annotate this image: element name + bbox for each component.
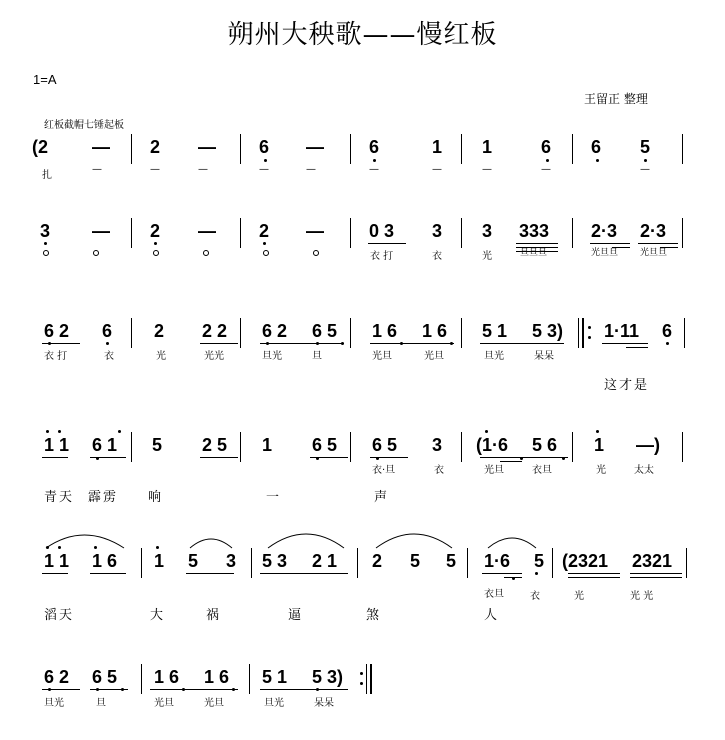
percussion-syllable: — — [259, 164, 269, 175]
note: 2 — [372, 551, 383, 571]
beam-line — [42, 573, 68, 574]
percussion-syllable: 光 — [596, 465, 606, 476]
note: 6 — [662, 321, 673, 341]
note: 2 — [259, 221, 270, 241]
percussion-syllable: 光旦 — [372, 351, 392, 362]
percussion-syllable: 旦 — [96, 698, 106, 709]
percussion-syllable: 光旦 — [204, 698, 224, 709]
percussion-syllable: 旦光 — [484, 351, 504, 362]
note: — — [198, 137, 216, 157]
lyric: 一 — [266, 490, 282, 505]
note: 6 — [102, 321, 113, 341]
note: 0 3 — [369, 221, 395, 241]
high-octave-dot — [46, 546, 49, 549]
note: 2 — [150, 137, 161, 157]
note: 1 — [154, 551, 165, 571]
lyric: 青天 — [44, 490, 75, 505]
note: 5 — [152, 435, 163, 455]
note: 3 — [40, 221, 51, 241]
note: 1 — [594, 435, 605, 455]
lyric: 煞 — [366, 608, 382, 623]
note: 2·3 — [640, 221, 667, 241]
percussion-syllable: 光 光 — [630, 591, 654, 602]
percussion-syllable: 光光 — [204, 351, 224, 362]
repeat-end-bar — [366, 664, 367, 694]
note: 6 1 — [92, 435, 118, 455]
low-octave-dot — [535, 572, 538, 575]
percussion-syllable: 光 — [156, 351, 166, 362]
lyric: 滔天 — [44, 608, 75, 623]
note: —) — [636, 435, 660, 455]
performance-direction: 红板截帽七锤起板 — [44, 120, 124, 131]
percussion-syllable: 呆呆 — [534, 351, 554, 362]
note: 2 — [150, 221, 161, 241]
page-title: 朔州大秧歌——慢红板 — [227, 20, 498, 50]
note: 333 — [519, 221, 550, 241]
beam-line — [260, 573, 348, 574]
percussion-syllable: — — [640, 164, 650, 175]
note: 3 — [482, 221, 493, 241]
note: 5 1 — [262, 667, 288, 687]
bar-line — [686, 548, 687, 578]
note: 2 5 — [202, 435, 228, 455]
percussion-syllable: 旦光 — [264, 698, 284, 709]
lyric: 大 — [150, 608, 166, 623]
repeat-dot — [360, 682, 363, 685]
high-octave-dot — [94, 546, 97, 549]
note: (1·6 — [476, 435, 509, 455]
percussion-syllable: 光旦 — [154, 698, 174, 709]
note: 6 5 — [312, 321, 338, 341]
beam-line — [90, 689, 128, 690]
note: 5 3 — [262, 551, 288, 571]
percussion-syllable: 衣旦 — [532, 465, 552, 476]
lyric: 霹雳 — [88, 490, 119, 505]
note: 2 2 — [202, 321, 228, 341]
percussion-syllable: 衣 打 — [370, 251, 394, 262]
note: 2 1 — [312, 551, 338, 571]
note: 1·6 — [484, 551, 511, 571]
percussion-syllable: 衣 — [104, 351, 114, 362]
percussion-syllable: 衣 — [432, 251, 442, 262]
note: 6 — [591, 137, 602, 157]
beam-line — [42, 689, 80, 690]
repeat-dot — [360, 672, 363, 675]
percussion-syllable: 旦旦旦 — [520, 248, 548, 258]
percussion-syllable: — — [541, 164, 551, 175]
note: 2 — [154, 321, 165, 341]
percussion-syllable: 衣·旦 — [372, 465, 396, 476]
percussion-syllable: 衣 — [530, 591, 540, 602]
percussion-syllable: 呆呆 — [314, 698, 334, 709]
percussion-syllable: — — [306, 164, 316, 175]
note: 6 2 — [44, 667, 70, 687]
percussion-syllable: 旦 — [312, 351, 322, 362]
percussion-syllable: 光旦 — [424, 351, 444, 362]
note: 1 6 — [372, 321, 398, 341]
percussion-syllable: 衣旦 — [484, 589, 504, 600]
key-signature: 1=A — [33, 72, 57, 87]
percussion-syllable: — — [432, 164, 442, 175]
note: 1 1 — [44, 551, 70, 571]
note: (2321 — [562, 551, 609, 571]
beam-line — [186, 573, 234, 574]
note: 1 — [262, 435, 273, 455]
note: 3 — [226, 551, 237, 571]
percussion-syllable: — — [369, 164, 379, 175]
bar-line — [251, 548, 252, 578]
percussion-syllable: 扎 — [42, 170, 52, 181]
note: 1 1 — [44, 435, 70, 455]
note: 6 5 — [312, 435, 338, 455]
percussion-syllable: 旦光 — [44, 698, 64, 709]
note: 6 2 — [44, 321, 70, 341]
note: 1 6 — [154, 667, 180, 687]
beam-line — [568, 573, 620, 574]
note: 5 — [446, 551, 457, 571]
note: 6 5 — [372, 435, 398, 455]
percussion-syllable: 旦光 — [262, 351, 282, 362]
lyric: 这才是 — [604, 378, 650, 393]
beam-line — [260, 689, 348, 690]
beam-line — [504, 577, 522, 578]
note: 6 5 — [92, 667, 118, 687]
percussion-syllable: 光 — [574, 591, 584, 602]
note: 3 — [432, 435, 443, 455]
note: 5 — [188, 551, 199, 571]
note: 5 — [534, 551, 545, 571]
note: 1 6 — [422, 321, 448, 341]
bar-line — [552, 548, 553, 578]
lyric: 响 — [148, 490, 164, 505]
note: — — [198, 221, 216, 241]
note: 5 — [640, 137, 651, 157]
bar-line — [467, 548, 468, 578]
beam-line — [482, 573, 522, 574]
percussion-syllable: 太太 — [634, 465, 654, 476]
note: 5 6 — [532, 435, 558, 455]
arranger-credit: 王留正 整理 — [584, 92, 648, 106]
bar-line — [141, 664, 142, 694]
bar-line — [357, 548, 358, 578]
note: — — [92, 137, 110, 157]
percussion-syllable: — — [198, 164, 208, 175]
note: 5 1 — [482, 321, 508, 341]
note: 1·11 — [604, 321, 640, 341]
beam-line — [630, 573, 682, 574]
lyric: 人 — [484, 608, 500, 623]
high-octave-dot — [58, 546, 61, 549]
percussion-syllable: — — [150, 164, 160, 175]
note: (2 — [32, 137, 49, 157]
note: 1 — [432, 137, 443, 157]
note: 6 2 — [262, 321, 288, 341]
repeat-end-bar — [370, 664, 372, 694]
percussion-syllable: 光旦 — [484, 465, 504, 476]
note: 5 3) — [532, 321, 564, 341]
note: 5 — [410, 551, 421, 571]
lyric: 声 — [374, 490, 390, 505]
note: 1 6 — [92, 551, 118, 571]
note: 2·3 — [591, 221, 618, 241]
percussion-syllable: 光 — [482, 251, 492, 262]
lyric: 祸 — [206, 608, 222, 623]
note: — — [306, 137, 324, 157]
bar-line — [249, 664, 250, 694]
note: 6 — [259, 137, 270, 157]
note: 6 — [369, 137, 380, 157]
high-octave-dot — [156, 546, 159, 549]
note: — — [306, 221, 324, 241]
note: 3 — [432, 221, 443, 241]
note: — — [92, 221, 110, 241]
percussion-syllable: 衣 — [434, 465, 444, 476]
percussion-syllable: — — [92, 164, 102, 175]
beam-line — [568, 577, 620, 578]
note: 6 — [541, 137, 552, 157]
bar-line — [141, 548, 142, 578]
lyric: 逼 — [288, 608, 304, 623]
note: 5 3) — [312, 667, 344, 687]
percussion-syllable: 光旦旦 — [640, 248, 668, 258]
note: 1 6 — [204, 667, 230, 687]
beam-line — [150, 689, 238, 690]
note: 2321 — [632, 551, 673, 571]
beam-line — [630, 577, 682, 578]
percussion-syllable: 衣 打 — [44, 351, 68, 362]
percussion-syllable: 光旦旦 — [591, 248, 619, 258]
note: 1 — [482, 137, 493, 157]
percussion-syllable: — — [482, 164, 492, 175]
beam-line — [90, 573, 126, 574]
